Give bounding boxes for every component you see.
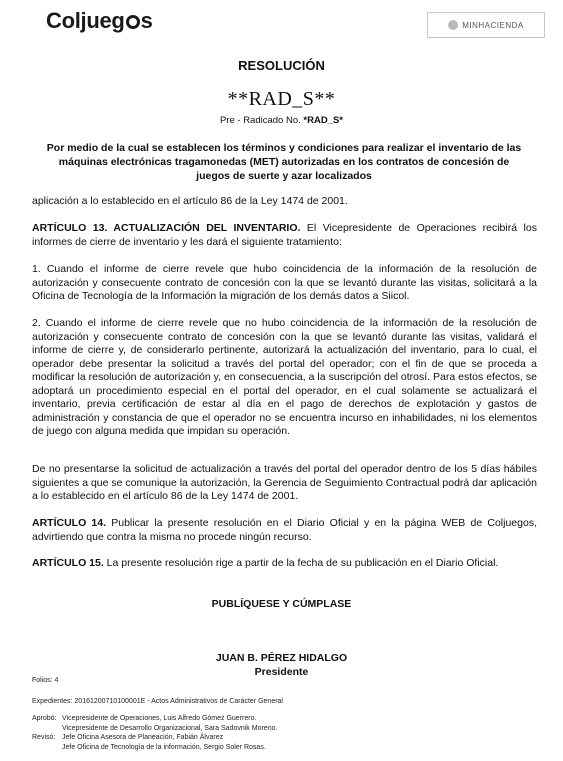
article-13 (32, 222, 537, 249)
article-15 (32, 557, 537, 571)
closing-formula: PUBLÍQUESE Y CÚMPLASE (211, 598, 352, 610)
minhacienda-text: MINHACIENDA (462, 20, 524, 30)
aprobo-label: Aprobó: (32, 715, 57, 722)
article-13-item-1: 1. Cuando el informe de cierre revele que hubo coincidencia de la información de la resolución de autorización y consecuente contrato de concesión con la que se levantó durante las visitas, solicitará a la Oficina de Tecnología de la Información la migración de los demás datos a Siicol. (32, 263, 537, 302)
aprobo-row-2 (32, 724, 277, 734)
document-subject: Por medio de la cual se establecen los términos y condiciones para realizar el inventario de las máquinas electrónicas tragamonedas (MET) autorizadas en los contratos de concesión de juegos de suerte y azar localizados (46, 142, 522, 182)
no-presentation-paragraph: De no presentarse la solicitud de actualización a través del portal del operador dentro de los 5 días hábiles siguientes a que se comunique la autorización, la Gerencia de Seguimiento Contractual podrá dar aplicación a lo establecido en el artículo 86 de la Ley 1474 de 2001. (32, 463, 537, 502)
article-14 (32, 517, 537, 544)
coat-of-arms-icon (448, 20, 458, 30)
logo-text-start: Coljueg (46, 8, 125, 33)
signer-role: Presidente (254, 666, 309, 678)
article-13-text: El Vicepresidente de Operaciones recibirá los informes de cierre de inventario y les dará el siguiente tratamiento: (32, 222, 537, 248)
expedientes: Expedientes: 20161200710100001E - Actos Administrativos de Carácter General (32, 698, 283, 705)
pre-radicado-value: *RAD_S* (303, 115, 344, 126)
logo-o-icon (126, 15, 140, 29)
reviso-1: Jefe Oficina Asesora de Planeación, Fabián Álvarez (62, 734, 224, 741)
logo-text-end: s (140, 8, 153, 33)
pre-radicado-label: Pre - Radicado No. (219, 115, 304, 126)
reviso-row-1 (32, 733, 223, 743)
intro-paragraph: aplicación a lo establecido en el artículo 86 de la Ley 1474 de 2001. (32, 195, 348, 207)
aprobo-2: Vicepresidente de Desarrollo Organizacional, Sara Sadovnik Moreno. (62, 724, 278, 732)
aprobo-row-1 (32, 714, 256, 724)
coljuegos-logo (46, 8, 153, 34)
reviso-row-2 (32, 743, 266, 753)
article-13-item-2: 2. Cuando el informe de cierre revele que no hubo coincidencia de la información de la resolución de autorización y consecuente contrato de concesión con la que se levantó durante las visitas, validará el informe de cierre y, de considerarlo pertinente, autorizará la actualización del inventario, para lo cual, el operador debe presentar la solicitud a través del portal del operador; con el fin de que se proceda a modificar la resolución de autorización y, en consecuencia, a la suscripción del otrosí. Para estos efectos, se adoptará un procedimiento especial en el portal del operador, en el cual solamente se actualizará el inventario, previa certificación de estar al día en el pago de derechos de explotación y gastos de administración y constancia de que el operador no se encuentra incurso en inhabilidades, ni los elementos de juego con alguna medida que impidan su operación. (32, 317, 537, 437)
reviso-label: Revisó: (32, 734, 56, 741)
document-title: RESOLUCIÓN (238, 58, 325, 73)
article-15-heading: ARTÍCULO 15. (32, 557, 104, 569)
rad-code: **RAD_S** (227, 88, 336, 110)
minhacienda-logo (427, 12, 545, 38)
article-15-text: La presente resolución rige a partir de la fecha de su publicación en el Diario Oficial. (103, 557, 499, 569)
pre-radicado (0, 115, 563, 126)
aprobo-1: Vicepresidente de Operaciones, Luis Alfredo Gómez Guerrero. (62, 715, 257, 722)
article-13-heading: ARTÍCULO 13. ACTUALIZACIÓN DEL INVENTARIO. (32, 222, 301, 234)
folios: Folios: 4 (32, 677, 59, 684)
signer-name: JUAN B. PÉREZ HIDALGO (215, 652, 348, 664)
signature-block (0, 651, 563, 679)
article-14-heading: ARTÍCULO 14. (32, 517, 107, 529)
reviso-2: Jefe Oficina de Tecnología de la información, Sergio Soler Rosas. (62, 743, 266, 751)
article-14-text: Publicar la presente resolución en el Diario Oficial y en la página WEB de Coljuegos, advirtiendo que contra la misma no procede ningún recurso. (32, 517, 537, 543)
